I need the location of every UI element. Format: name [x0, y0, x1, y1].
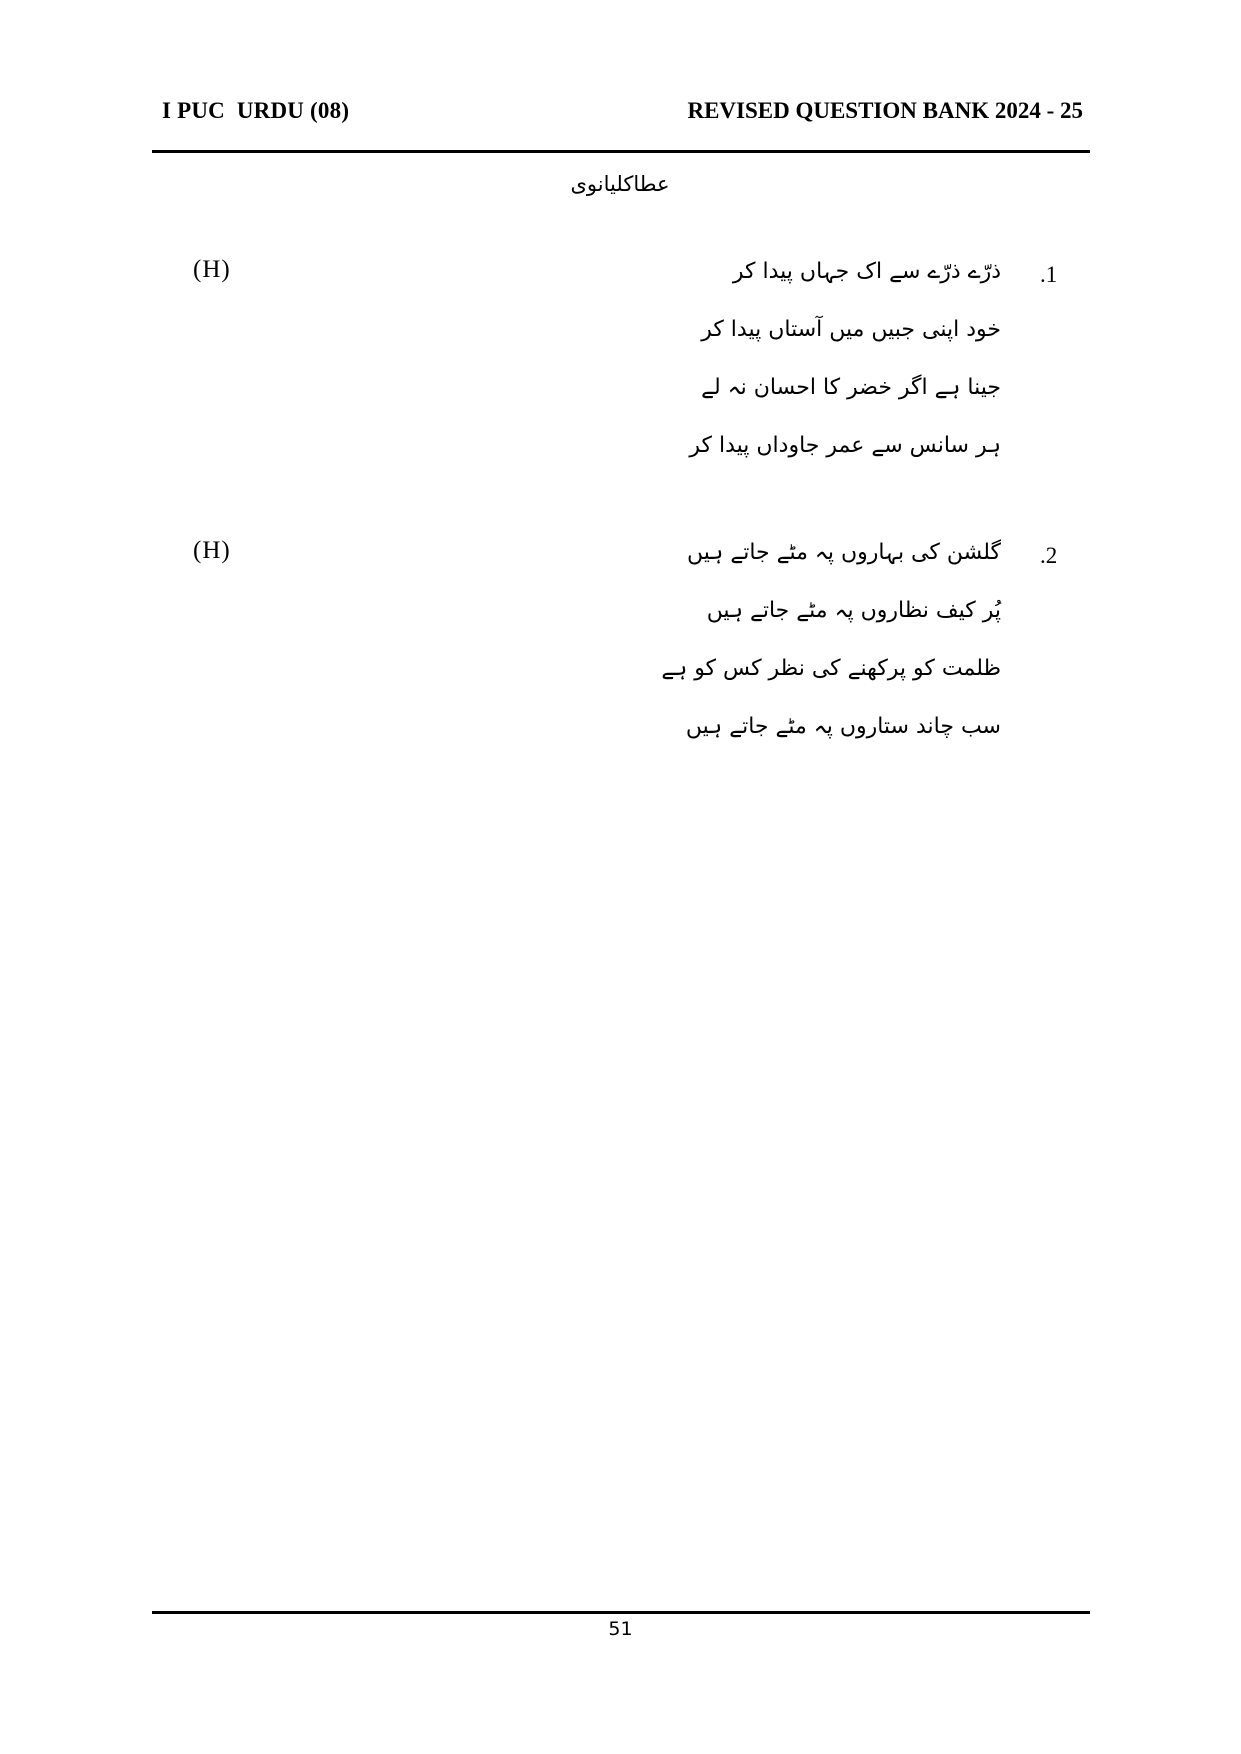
poem-line: ہر سانس سے عمر جاوداں پیدا کر	[689, 433, 1001, 458]
poem-line: ذرّے ذرّے سے اک جہاں پیدا کر	[732, 259, 1001, 284]
poem-line: گلشن کی بہاروں پہ مٹے جاتے ہیں	[687, 540, 1001, 565]
poem-stanza	[641, 524, 1001, 756]
page-number-text: 51	[608, 1618, 633, 1640]
header-title: REVISED QUESTION BANK 2024 - 25	[687, 98, 1083, 123]
header-subject: I PUC URDU (08)	[162, 98, 350, 123]
header-divider	[152, 150, 1090, 153]
question-marks: (H)	[193, 537, 231, 564]
poem-line: پُر کیف نظاروں پہ مٹے جاتے ہیں	[706, 598, 1001, 623]
poem-line: سب چاند ستاروں پہ مٹے جاتے ہیں	[685, 714, 1001, 739]
poem-line: ظلمت کو پرکھنے کی نظر کس کو ہے	[661, 656, 1001, 681]
poem-line: جینا ہے اگر خضر کا احسان نہ لے	[701, 375, 1001, 400]
poem-line: خود اپنی جبیں میں آستاں پیدا کر	[701, 317, 1001, 342]
question-number: .1	[1040, 262, 1058, 287]
page-number	[0, 1608, 1241, 1640]
poem-stanza	[641, 243, 1001, 475]
question-marks: (H)	[193, 256, 231, 283]
poet-name: عطاکلیانوی	[570, 172, 670, 196]
question-number: .2	[1040, 543, 1058, 568]
